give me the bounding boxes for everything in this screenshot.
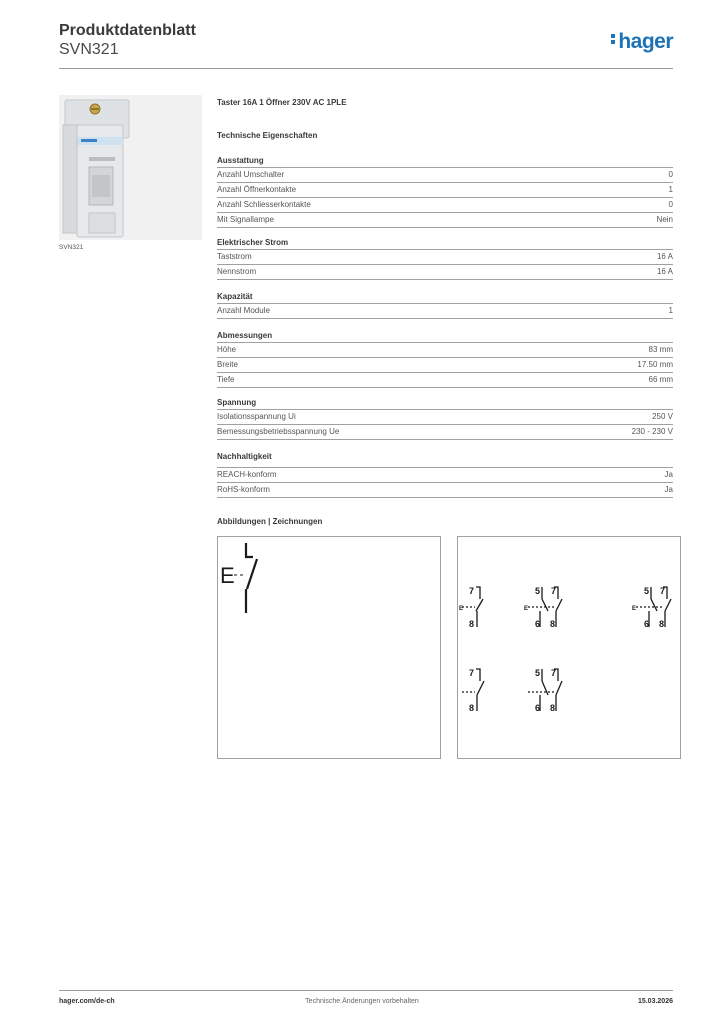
- row-label: Taststrom: [217, 252, 252, 261]
- symbol-label: E: [459, 606, 464, 612]
- terminal-label: 6: [644, 619, 650, 629]
- row-value: 83 mm: [648, 345, 673, 354]
- row-value: 250 V: [652, 412, 673, 421]
- table-row: [217, 409, 673, 424]
- terminal-label: 8: [469, 619, 475, 629]
- row-value: 66 mm: [648, 375, 673, 384]
- section-elektrischer-strom: [217, 237, 673, 280]
- section-title: Abmessungen: [217, 331, 273, 340]
- section-ausstattung: [217, 155, 673, 228]
- terminal-label: 7: [660, 586, 666, 596]
- table-row: [217, 467, 673, 482]
- row-label: Isolationsspannung Ui: [217, 412, 296, 421]
- row-value: Nein: [656, 215, 673, 224]
- row-label: Höhe: [217, 345, 237, 354]
- table-row: [217, 197, 673, 212]
- row-label: Tiefe: [217, 375, 235, 384]
- terminal-label: 8: [659, 619, 665, 629]
- terminal-label: 7: [469, 586, 475, 596]
- row-value: 1: [668, 306, 673, 315]
- table-row: [217, 264, 673, 280]
- figure-contacts-box: [457, 536, 681, 759]
- table-row: [217, 424, 673, 440]
- row-value: Ja: [664, 470, 673, 479]
- terminal-label: 6: [535, 619, 541, 629]
- page-header: [59, 20, 673, 70]
- hager-logo: [611, 30, 673, 54]
- properties-title: Technische Eigenschaften: [217, 131, 318, 140]
- row-label: Breite: [217, 360, 238, 369]
- product-description: Taster 16A 1 Öffner 230V AC 1PLE: [217, 98, 347, 107]
- row-value: 1: [668, 185, 673, 194]
- table-row: [217, 303, 673, 319]
- row-label: Anzahl Schliesserkontakte: [217, 200, 311, 209]
- switch-symbol-icon: [218, 537, 440, 758]
- row-label: Bemessungsbetriebsspannung Ue: [217, 427, 340, 436]
- image-caption: SVN321: [59, 244, 84, 251]
- section-title: Elektrischer Strom: [217, 238, 289, 247]
- table-row: [217, 249, 673, 264]
- row-label: REACH-konform: [217, 470, 277, 479]
- row-value: 16 A: [656, 252, 673, 261]
- terminal-label: 7: [551, 586, 557, 596]
- figures-title: Abbildungen | Zeichnungen: [217, 517, 323, 526]
- symbol-label: E: [524, 606, 529, 612]
- terminal-label: 5: [644, 586, 650, 596]
- row-value: Ja: [664, 485, 673, 494]
- terminal-label: 7: [469, 668, 475, 678]
- row-label: RoHS-konform: [217, 485, 270, 494]
- section-title: Kapazität: [217, 292, 253, 301]
- section-title: Spannung: [217, 398, 257, 407]
- contact-diagrams-icon: [458, 537, 680, 758]
- row-value: 0: [668, 170, 673, 179]
- row-value: 16 A: [656, 267, 673, 276]
- table-row: [217, 357, 673, 372]
- table-row: [217, 482, 673, 498]
- section-nachhaltigkeit: [217, 451, 673, 498]
- footer-disclaimer: Technische Änderungen vorbehalten: [305, 998, 419, 1005]
- terminal-label: 7: [551, 668, 557, 678]
- row-label: Anzahl Module: [217, 306, 270, 315]
- terminal-label: 8: [469, 703, 475, 713]
- terminal-label: 8: [550, 619, 556, 629]
- terminal-label: 6: [535, 703, 541, 713]
- logo-text: hager: [618, 30, 673, 53]
- logo-colon-icon: [611, 32, 616, 46]
- figure-symbol-box: [217, 536, 441, 759]
- document-subtitle: SVN321: [59, 41, 119, 58]
- table-row: [217, 372, 673, 388]
- table-row: [217, 342, 673, 357]
- row-label: Nennstrom: [217, 267, 257, 276]
- footer-date: 15.03.2026: [637, 998, 673, 1005]
- product-photo-icon: [59, 95, 202, 240]
- row-value: 0: [668, 200, 673, 209]
- table-row: [217, 212, 673, 228]
- symbol-label: E: [220, 563, 235, 588]
- section-title: Ausstattung: [217, 156, 264, 165]
- row-label: Anzahl Umschalter: [217, 170, 285, 179]
- terminal-label: 5: [535, 586, 541, 596]
- row-label: Mit Signallampe: [217, 215, 274, 224]
- product-image: [59, 95, 202, 240]
- footer-link[interactable]: hager.com/de-ch: [59, 998, 115, 1005]
- terminal-label: 5: [535, 668, 541, 678]
- row-label: Anzahl Öffnerkontakte: [217, 185, 297, 194]
- document-title: Produktdatenblatt: [59, 22, 196, 39]
- row-value: 17.50 mm: [637, 360, 673, 369]
- table-row: [217, 167, 673, 182]
- footer-divider: [59, 990, 673, 991]
- section-spannung: [217, 397, 673, 440]
- symbol-label: E: [632, 606, 637, 612]
- section-title: Nachhaltigkeit: [217, 452, 272, 461]
- table-row: [217, 182, 673, 197]
- section-abmessungen: [217, 330, 673, 388]
- header-divider: [59, 68, 673, 69]
- row-value: 230 - 230 V: [631, 427, 673, 436]
- section-kapazitaet: [217, 291, 673, 319]
- terminal-label: 8: [550, 703, 556, 713]
